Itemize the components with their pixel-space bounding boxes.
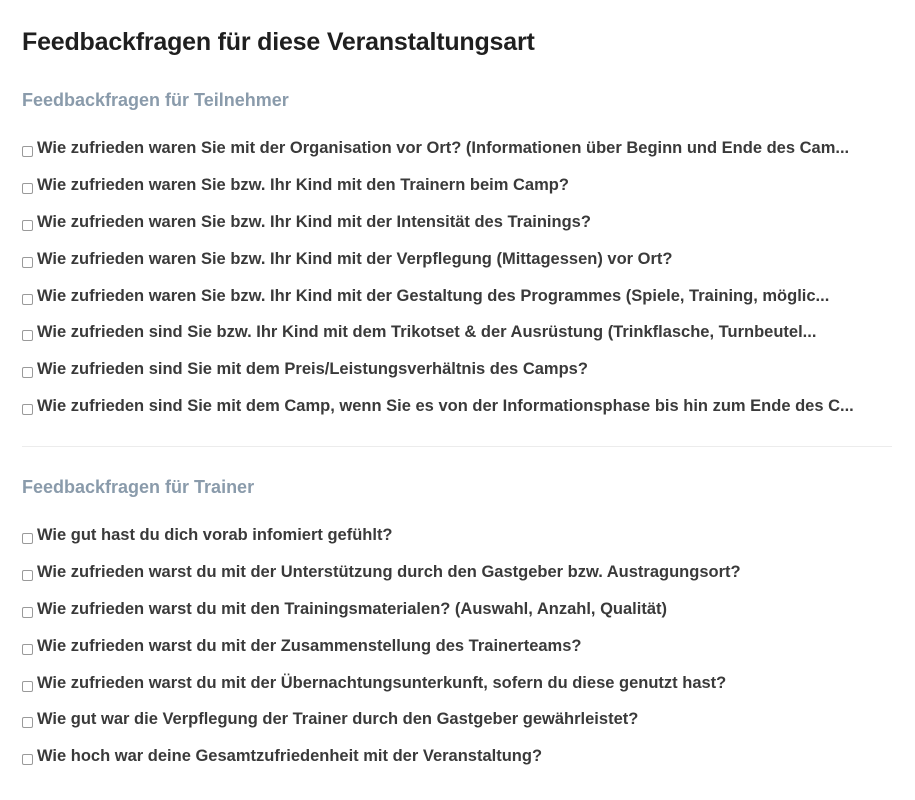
question-list-trainers [22,525,892,783]
question-row[interactable] [22,746,892,783]
question-checkbox[interactable] [22,294,33,305]
question-checkbox[interactable] [22,570,33,581]
question-row[interactable] [22,249,892,286]
question-checkbox[interactable] [22,404,33,415]
section-divider [22,446,892,447]
question-row[interactable] [22,599,892,636]
question-row[interactable] [22,322,892,359]
question-checkbox[interactable] [22,257,33,268]
question-row[interactable] [22,396,892,433]
question-label: Wie zufrieden warst du mit der Übernachtungsunterkunft, sofern du diese genutzt hast? [37,673,727,692]
question-label: Wie zufrieden waren Sie mit der Organisation vor Ort? (Informationen über Beginn und Ende des Cam... [37,139,850,157]
question-row[interactable] [22,212,892,249]
question-label: Wie gut war die Verpflegung der Trainer durch den Gastgeber gewährleistet? [37,710,639,729]
question-checkbox[interactable] [22,183,33,194]
question-checkbox[interactable] [22,330,33,341]
question-label: Wie gut hast du dich vorab infomiert gefühlt? [37,526,393,544]
question-checkbox[interactable] [22,146,33,157]
section-participants [22,90,892,433]
section-title-trainers: Feedbackfragen für Trainer [22,477,255,497]
question-row[interactable] [22,562,892,599]
question-label: Wie zufrieden waren Sie bzw. Ihr Kind mit der Gestaltung des Programmes (Spiele, Training, möglic... [37,286,830,305]
question-label: Wie zufrieden waren Sie bzw. Ihr Kind mit der Verpflegung (Mittagessen) vor Ort? [37,249,673,268]
page-title: Feedbackfragen für diese Veranstaltungsart [22,28,535,56]
question-label: Wie hoch war deine Gesamtzufriedenheit mit der Veranstaltung? [37,747,543,766]
question-row[interactable] [22,673,892,710]
question-label: Wie zufrieden waren Sie bzw. Ihr Kind mit den Trainern beim Camp? [37,175,569,194]
question-label: Wie zufrieden warst du mit der Zusammenstellung des Trainerteams? [37,636,582,655]
question-row[interactable] [22,636,892,673]
question-checkbox[interactable] [22,681,33,692]
question-checkbox[interactable] [22,644,33,655]
question-row[interactable] [22,286,892,323]
section-trainers [22,477,892,783]
question-list-participants [22,138,892,433]
question-checkbox[interactable] [22,754,33,765]
question-checkbox[interactable] [22,607,33,618]
question-label: Wie zufrieden warst du mit der Unterstützung durch den Gastgeber bzw. Austragungsort? [37,562,741,581]
question-row[interactable] [22,175,892,212]
question-label: Wie zufrieden waren Sie bzw. Ihr Kind mit der Intensität des Trainings? [37,212,591,231]
question-label: Wie zufrieden sind Sie bzw. Ihr Kind mit dem Trikotset & der Ausrüstung (Trinkflasche, Turnbeutel... [37,323,817,342]
question-row[interactable] [22,138,892,175]
question-checkbox[interactable] [22,717,33,728]
question-row[interactable] [22,359,892,396]
question-checkbox[interactable] [22,533,33,544]
section-title-participants: Feedbackfragen für Teilnehmer [22,90,289,110]
question-label: Wie zufrieden sind Sie mit dem Camp, wenn Sie es von der Informationsphase bis hin zum Ende des C... [37,397,854,416]
question-checkbox[interactable] [22,220,33,231]
question-checkbox[interactable] [22,367,33,378]
question-label: Wie zufrieden sind Sie mit dem Preis/Leistungsverhältnis des Camps? [37,360,588,379]
question-row[interactable] [22,525,892,562]
question-label: Wie zufrieden warst du mit den Trainingsmaterialen? (Auswahl, Anzahl, Qualität) [37,599,667,618]
question-row[interactable] [22,709,892,746]
